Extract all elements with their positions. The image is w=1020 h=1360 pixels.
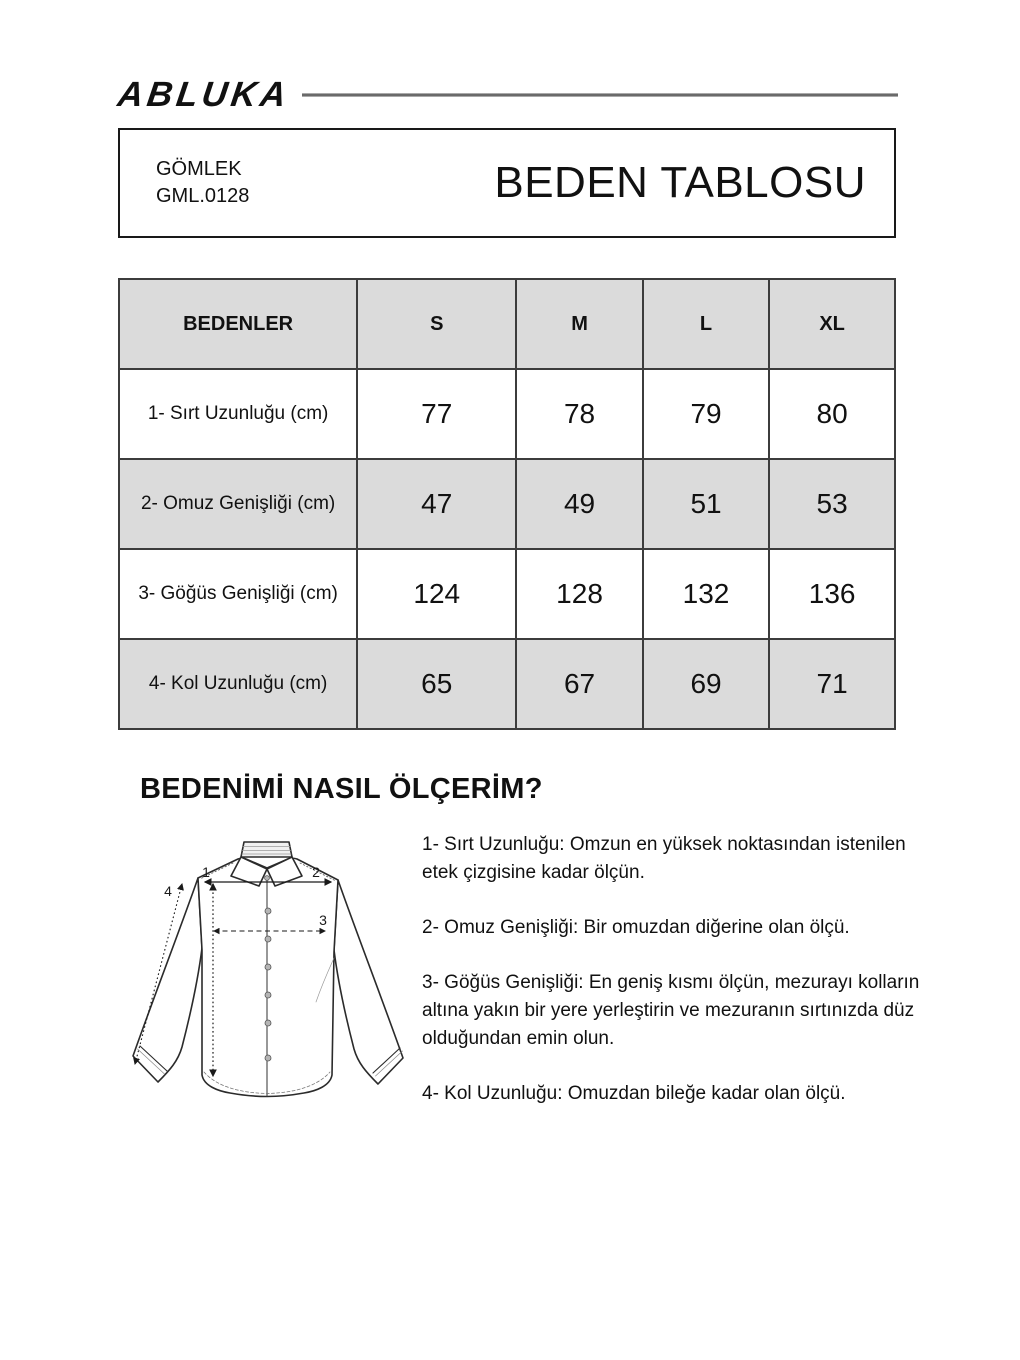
cell-value: 69 — [643, 639, 769, 729]
table-row — [119, 549, 895, 639]
cell-value: 49 — [516, 459, 642, 549]
instruction-4: 4- Kol Uzunluğu: Omuzdan bileğe kadar olan ölçü. — [422, 1083, 846, 1104]
cell-value: 124 — [357, 549, 516, 639]
shirt-right-sleeve — [334, 880, 403, 1084]
product-type: GÖMLEK — [156, 158, 242, 180]
diagram-label-2: 2 — [312, 864, 320, 880]
product-code: GML.0128 — [156, 185, 250, 207]
size-table — [118, 278, 896, 730]
brand-divider-line — [302, 93, 898, 97]
column-header-xl: XL — [769, 279, 895, 369]
shirt-measurement-diagram — [120, 832, 420, 1132]
cell-value: 78 — [516, 369, 642, 459]
table-row — [119, 639, 895, 729]
cell-value: 80 — [769, 369, 895, 459]
brand-logo: ABLUKA — [115, 75, 293, 114]
cell-value: 77 — [357, 369, 516, 459]
cell-value: 136 — [769, 549, 895, 639]
row-label: 4- Kol Uzunluğu (cm) — [119, 639, 357, 729]
column-header-m: M — [516, 279, 642, 369]
column-header-l: L — [643, 279, 769, 369]
cell-value: 132 — [643, 549, 769, 639]
row-label: 2- Omuz Genişliği (cm) — [119, 459, 357, 549]
cell-value: 53 — [769, 459, 895, 549]
shirt-collar-band — [241, 842, 292, 857]
instruction-1: 1- Sırt Uzunluğu: Omzun en yüksek noktasından istenilen etek çizgisine kadar ölçün. — [422, 834, 906, 883]
instruction-3: 3- Göğüs Genişliği: En geniş kısmı ölçün, mezurayı kolların altına yakın bir yere yerleştirin ve mezuranın sırtınızda düz olduğundan emin olun. — [422, 972, 920, 1049]
table-row — [119, 459, 895, 549]
product-info — [120, 156, 249, 210]
shirt-left-sleeve — [133, 878, 202, 1082]
row-label: 3- Göğüs Genişliği (cm) — [119, 549, 357, 639]
section-heading: BEDENİMİ NASIL ÖLÇERİM? — [140, 773, 543, 805]
cell-value: 51 — [643, 459, 769, 549]
diagram-label-4: 4 — [164, 883, 172, 899]
column-header-bedenler: BEDENLER — [119, 279, 357, 369]
cell-value: 65 — [357, 639, 516, 729]
table-row — [119, 369, 895, 459]
size-table-header-row — [119, 279, 895, 369]
diagram-label-1: 1 — [202, 864, 210, 880]
cell-value: 67 — [516, 639, 642, 729]
diagram-label-3: 3 — [319, 912, 327, 928]
page-title: BEDEN TABLOSU — [494, 158, 866, 207]
brand-row — [115, 75, 898, 114]
header-box — [118, 128, 896, 238]
row-label: 1- Sırt Uzunluğu (cm) — [119, 369, 357, 459]
measurement-instructions — [422, 831, 936, 1135]
cell-value: 71 — [769, 639, 895, 729]
column-header-s: S — [357, 279, 516, 369]
instruction-2: 2- Omuz Genişliği: Bir omuzdan diğerine olan ölçü. — [422, 917, 850, 938]
cell-value: 128 — [516, 549, 642, 639]
cell-value: 47 — [357, 459, 516, 549]
cell-value: 79 — [643, 369, 769, 459]
